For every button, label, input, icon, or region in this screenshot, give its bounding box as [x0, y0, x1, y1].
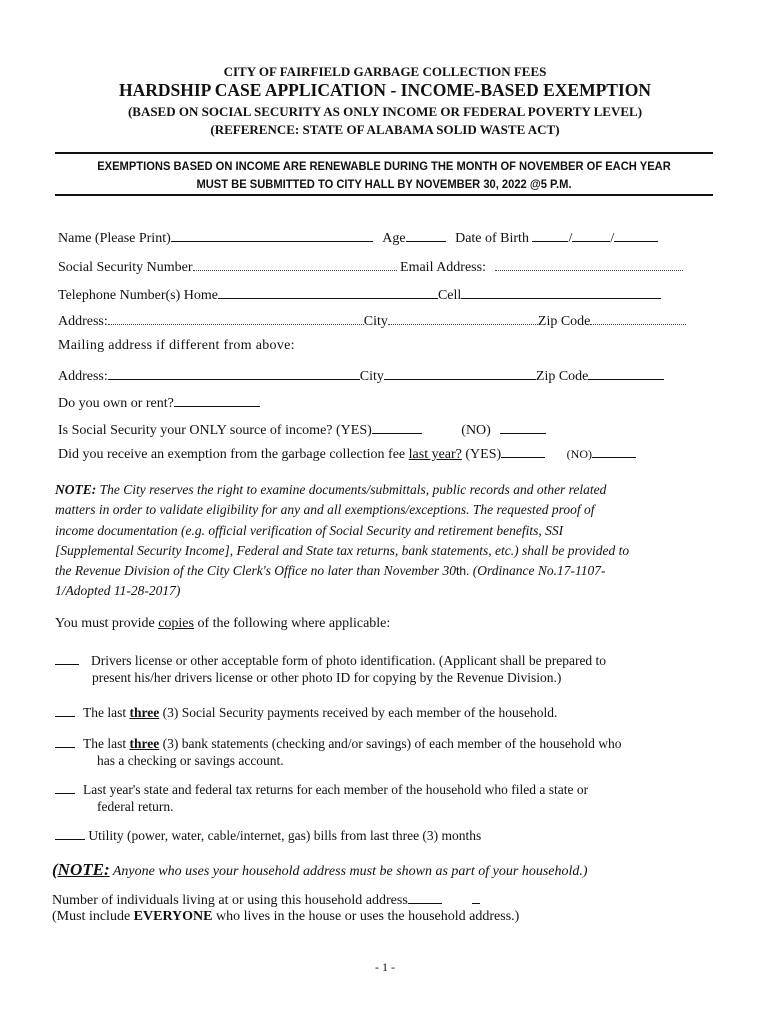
phone-home-field[interactable] — [218, 285, 438, 299]
address-row — [58, 312, 686, 330]
banner-line1: EXEMPTIONS BASED ON INCOME ARE RENEWABLE DURING THE MONTH OF NOVEMBER OF EACH YEAR — [97, 159, 671, 173]
note-line2: matters in order to validate eligibility for any and all exemptions/exceptions. The requested proof of — [55, 502, 595, 518]
address-label: Address: — [58, 314, 108, 329]
mailing-address-field[interactable] — [108, 366, 360, 380]
note-paragraph — [55, 480, 695, 602]
header-sub2: (REFERENCE: STATE OF ALABAMA SOLID WASTE ACT) — [210, 122, 560, 137]
must-include-post: who lives in the house or uses the household address.) — [212, 909, 520, 924]
checklist-item-utility-bills — [55, 827, 675, 844]
header-sub1: (BASED ON SOCIAL SECURITY AS ONLY INCOME OR FEDERAL POVERTY LEVEL) — [127, 104, 643, 119]
phone-row — [58, 285, 661, 304]
zip-label: Zip Code — [537, 314, 591, 329]
tax-returns-check-blank[interactable] — [55, 781, 75, 794]
banner-line2: MUST BE SUBMITTED TO CITY HALL BY NOVEMBER 30, 2022 @5 P.M. — [196, 177, 572, 191]
note-line5: the Revenue Division of the City Clerk's Office no later than November 30 — [55, 563, 457, 579]
must-include-pre: (Must include — [52, 909, 134, 924]
note-line5-suffix: th. — [456, 564, 470, 579]
provide-pre: You must provide — [55, 616, 159, 631]
household-count-row — [52, 890, 480, 909]
household-count-field-extra[interactable] — [472, 890, 480, 904]
top-rule — [55, 152, 713, 154]
ss-payments-text-cont: (3) Social Security payments received by each member of the household. — [159, 705, 558, 720]
dob-slash: / — [610, 231, 615, 246]
provide-copies: copies — [158, 616, 194, 631]
prior-no-label: (NO) — [566, 447, 592, 461]
checklist-item-ss-payments — [55, 704, 675, 721]
own-rent-row — [58, 393, 260, 412]
mailing-address-label: Address: — [58, 369, 108, 384]
name-row — [58, 228, 658, 247]
drivers-license-text-cont: present his/her drivers license or other photo ID for copying by the Revenue Division.) — [92, 670, 562, 685]
ss-payments-check-blank[interactable] — [55, 704, 75, 717]
header-line1: CITY OF FAIRFIELD GARBAGE COLLECTION FEES — [223, 64, 547, 79]
zip-field[interactable] — [590, 312, 686, 325]
own-rent-label: Do you own or rent? — [58, 396, 174, 411]
bank-statements-text-line2: has a checking or savings account. — [97, 753, 284, 768]
prior-yes-label: (YES) — [461, 447, 502, 462]
cell-label: Cell — [437, 288, 462, 303]
bottom-rule — [55, 194, 713, 196]
household-note-label: (NOTE: — [52, 860, 110, 879]
checklist-item-tax-returns — [55, 781, 675, 815]
ss-only-row — [58, 420, 546, 439]
dob-day-field[interactable] — [572, 228, 610, 242]
note-line4: [Supplemental Security Income], Federal and State tax returns, bank statements, etc.) shall be provided to — [55, 542, 630, 558]
city-label: City — [363, 314, 388, 329]
ss-payments-three: three — [129, 705, 160, 720]
address-field[interactable] — [108, 312, 364, 325]
email-field[interactable] — [495, 258, 683, 271]
drivers-license-check-blank[interactable] — [55, 652, 79, 665]
provide-instructions — [55, 616, 390, 632]
bank-statements-check-blank[interactable] — [55, 735, 75, 748]
dob-slash: / — [568, 231, 573, 246]
name-label: Name (Please Print) — [58, 231, 171, 246]
bank-statements-text-cont: (3) bank statements (checking and/or savings) of each member of the household who — [159, 736, 622, 751]
note-line3: income documentation (e.g. official verification of Social Security and retirement benefits, SSI — [55, 522, 564, 538]
provide-post: of the following where applicable: — [193, 616, 391, 631]
email-label: Email Address: — [400, 260, 486, 275]
prior-exemption-label: Did you receive an exemption from the garbage collection fee — [58, 447, 409, 462]
bank-statements-text: The last — [83, 736, 130, 751]
own-rent-field[interactable] — [174, 393, 260, 407]
ss-only-no-label: (NO) — [461, 423, 491, 438]
must-include-everyone: EVERYONE — [133, 909, 213, 924]
ss-only-no-field[interactable] — [500, 420, 546, 434]
household-count-field[interactable] — [408, 890, 442, 904]
tax-returns-text: Last year's state and federal tax returns for each member of the household who filed a state or — [83, 782, 589, 797]
name-field[interactable] — [171, 228, 373, 242]
household-count-label: Number of individuals living at or using this household address — [52, 893, 408, 908]
mailing-address-row — [58, 366, 664, 385]
age-label: Age — [382, 231, 406, 246]
utility-bills-check-blank[interactable] — [55, 827, 85, 840]
dob-year-field[interactable] — [614, 228, 658, 242]
ssn-row — [58, 258, 683, 276]
household-note — [52, 860, 588, 880]
age-field[interactable] — [406, 228, 446, 242]
household-note-text: Anyone who uses your household address must be shown as part of your household.) — [109, 864, 588, 879]
ssn-field[interactable] — [193, 258, 397, 271]
page-number: - 1 - — [375, 960, 395, 974]
mailing-city-label: City — [359, 369, 384, 384]
ss-only-yes-field[interactable] — [372, 420, 422, 434]
ssn-label: Social Security Number — [58, 260, 193, 275]
drivers-license-text: Drivers license or other acceptable form of photo identification. (Applicant shall be prepared to — [91, 653, 607, 668]
dob-month-field[interactable] — [532, 228, 568, 242]
checklist-item-drivers-license — [55, 652, 675, 686]
prior-exemption-last-year: last year? — [408, 447, 462, 462]
household-must-include — [52, 909, 519, 925]
form-title: HARDSHIP CASE APPLICATION - INCOME-BASED EXEMPTION — [118, 80, 652, 100]
cell-field[interactable] — [461, 285, 661, 299]
note-line6: 1/Adopted 11-28-2017) — [55, 583, 181, 599]
mailing-zip-label: Zip Code — [535, 369, 589, 384]
mailing-city-field[interactable] — [384, 366, 536, 380]
mailing-label: Mailing address if different from above: — [58, 338, 295, 353]
note-line1: The City reserves the right to examine documents/submittals, public records and other related — [96, 482, 607, 497]
utility-bills-text: Utility (power, water, cable/internet, gas) bills from last three (3) months — [85, 828, 482, 843]
ss-only-label: Is Social Security your ONLY source of income? (YES) — [58, 423, 372, 438]
mailing-zip-field[interactable] — [588, 366, 664, 380]
tax-returns-text-line2: federal return. — [97, 799, 174, 814]
bank-statements-three: three — [129, 736, 160, 751]
prior-no-field[interactable] — [592, 444, 636, 458]
city-field[interactable] — [388, 312, 538, 325]
note-label: NOTE: — [55, 482, 97, 497]
note-line5-ordinance: (Ordinance No.17-1107- — [469, 563, 606, 579]
prior-yes-field[interactable] — [501, 444, 545, 458]
ss-payments-text: The last — [83, 705, 130, 720]
dob-label: Date of Birth — [455, 231, 529, 246]
phone-home-label: Telephone Number(s) Home — [58, 288, 218, 303]
prior-exemption-row — [58, 444, 636, 463]
checklist-item-bank-statements — [55, 735, 675, 769]
